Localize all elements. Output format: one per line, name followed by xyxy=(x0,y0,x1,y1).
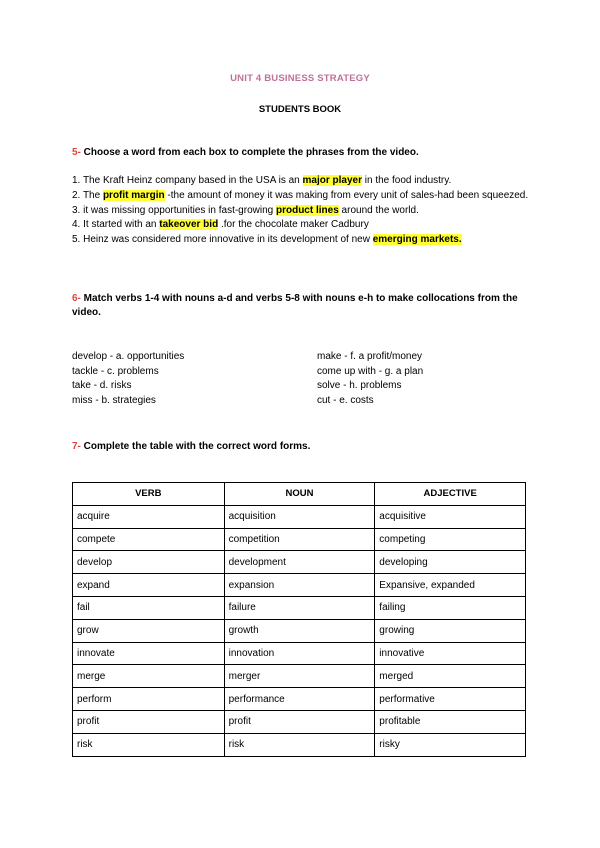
noun-cell: profit xyxy=(224,710,375,733)
noun-cell: innovation xyxy=(224,642,375,665)
highlighted-answer: takeover bid xyxy=(159,219,219,231)
noun-cell: failure xyxy=(224,596,375,619)
sentence-5 xyxy=(72,233,542,248)
sentence-text: 3. it was missing opportunities in fast-growing xyxy=(72,204,276,216)
adjective-cell: developing xyxy=(375,551,526,574)
verb-cell: fail xyxy=(73,596,225,619)
sentence-text: 1. The Kraft Heinz company based in the USA is an xyxy=(72,175,303,186)
table-row xyxy=(73,733,526,756)
table-row xyxy=(73,710,526,733)
header-verb: VERB xyxy=(73,483,225,506)
adjective-cell: acquisitive xyxy=(375,505,526,528)
sentence-text: 5. Heinz was considered more innovative in its development of new xyxy=(72,234,373,246)
noun-cell: growth xyxy=(224,619,375,642)
verb-cell: compete xyxy=(73,528,225,551)
question-5-heading xyxy=(72,146,532,160)
noun-cell: performance xyxy=(224,688,375,711)
sentence-text: around the world. xyxy=(338,204,419,216)
adjective-cell: Expansive, expanded xyxy=(375,574,526,597)
header-noun: NOUN xyxy=(224,483,375,506)
table-row xyxy=(73,688,526,711)
sentence-text: 4. It started with an xyxy=(72,219,160,231)
table-row xyxy=(73,505,526,528)
highlighted-answer: product lines xyxy=(275,204,339,216)
collocation-item: come up with - g. a plan xyxy=(317,365,424,377)
verb-cell: expand xyxy=(73,574,225,597)
highlighted-answer: emerging markets. xyxy=(372,234,462,246)
verb-cell: perform xyxy=(73,688,225,711)
sentence-text: .for the chocolate maker Cadbury xyxy=(218,219,369,231)
noun-cell: merger xyxy=(224,665,375,688)
adjective-cell: growing xyxy=(375,619,526,642)
collocation-item: develop - a. opportunities xyxy=(72,351,185,362)
question-text: Match verbs 1-4 with nouns a-d and verbs 5-8 with nouns e-h to make collocations from the video. xyxy=(72,293,518,318)
table-row xyxy=(73,665,526,688)
collocation-item: tackle - c. problems xyxy=(72,365,159,377)
table-row xyxy=(73,642,526,665)
adjective-cell: innovative xyxy=(375,642,526,665)
table-row xyxy=(73,574,526,597)
question-text: Complete the table with the correct word forms. xyxy=(80,441,311,452)
collocation-item: miss - b. strategies xyxy=(72,395,156,407)
noun-cell: development xyxy=(224,551,375,574)
question-text: Choose a word from each box to complete the phrases from the video. xyxy=(80,147,419,158)
collocations-left-column xyxy=(72,350,184,409)
highlighted-answer: profit margin xyxy=(102,189,165,201)
sentence-text: -the amount of money it was making from every unit of sales-had been squeezed. xyxy=(164,189,529,201)
collocations-right-column xyxy=(317,350,423,409)
adjective-cell: merged xyxy=(375,665,526,688)
adjective-cell: competing xyxy=(375,528,526,551)
sentence-3 xyxy=(72,204,542,219)
verb-cell: grow xyxy=(73,619,225,642)
unit-title: UNIT 4 BUSINESS STRATEGY xyxy=(230,73,370,84)
table-header-row xyxy=(73,483,526,506)
sentence-2 xyxy=(72,189,542,204)
noun-cell: expansion xyxy=(224,574,375,597)
collocation-item: take - d. risks xyxy=(72,380,132,392)
verb-cell: innovate xyxy=(73,642,225,665)
verb-cell: develop xyxy=(73,551,225,574)
verb-cell: profit xyxy=(73,710,225,733)
question-7-heading xyxy=(72,440,532,454)
verb-cell: risk xyxy=(73,733,225,756)
adjective-cell: risky xyxy=(375,733,526,756)
noun-cell: competition xyxy=(224,528,375,551)
table-row xyxy=(73,619,526,642)
word-forms-table xyxy=(72,482,526,757)
question-number: 6- xyxy=(72,293,81,304)
table-row xyxy=(73,551,526,574)
noun-cell: risk xyxy=(224,733,375,756)
noun-cell: acquisition xyxy=(224,505,375,528)
question-6-heading xyxy=(72,292,532,320)
adjective-cell: profitable xyxy=(375,710,526,733)
collocation-item: solve - h. problems xyxy=(317,380,402,392)
question-number: 5- xyxy=(72,147,81,158)
question-5-sentences xyxy=(72,174,542,248)
adjective-cell: failing xyxy=(375,596,526,619)
header-adjective: ADJECTIVE xyxy=(375,483,526,506)
collocation-item: cut - e. costs xyxy=(317,395,374,407)
sentence-1 xyxy=(72,174,542,189)
verb-cell: merge xyxy=(73,665,225,688)
highlighted-answer: major player xyxy=(302,175,362,186)
table-row xyxy=(73,528,526,551)
adjective-cell: performative xyxy=(375,688,526,711)
verb-cell: acquire xyxy=(73,505,225,528)
collocation-item: make - f. a profit/money xyxy=(317,351,423,362)
sentence-text: 2. The xyxy=(72,189,103,201)
question-number: 7- xyxy=(72,441,81,452)
book-title: STUDENTS BOOK xyxy=(258,104,342,115)
table-row xyxy=(73,596,526,619)
sentence-4 xyxy=(72,218,542,233)
sentence-text: in the food industry. xyxy=(361,175,452,186)
